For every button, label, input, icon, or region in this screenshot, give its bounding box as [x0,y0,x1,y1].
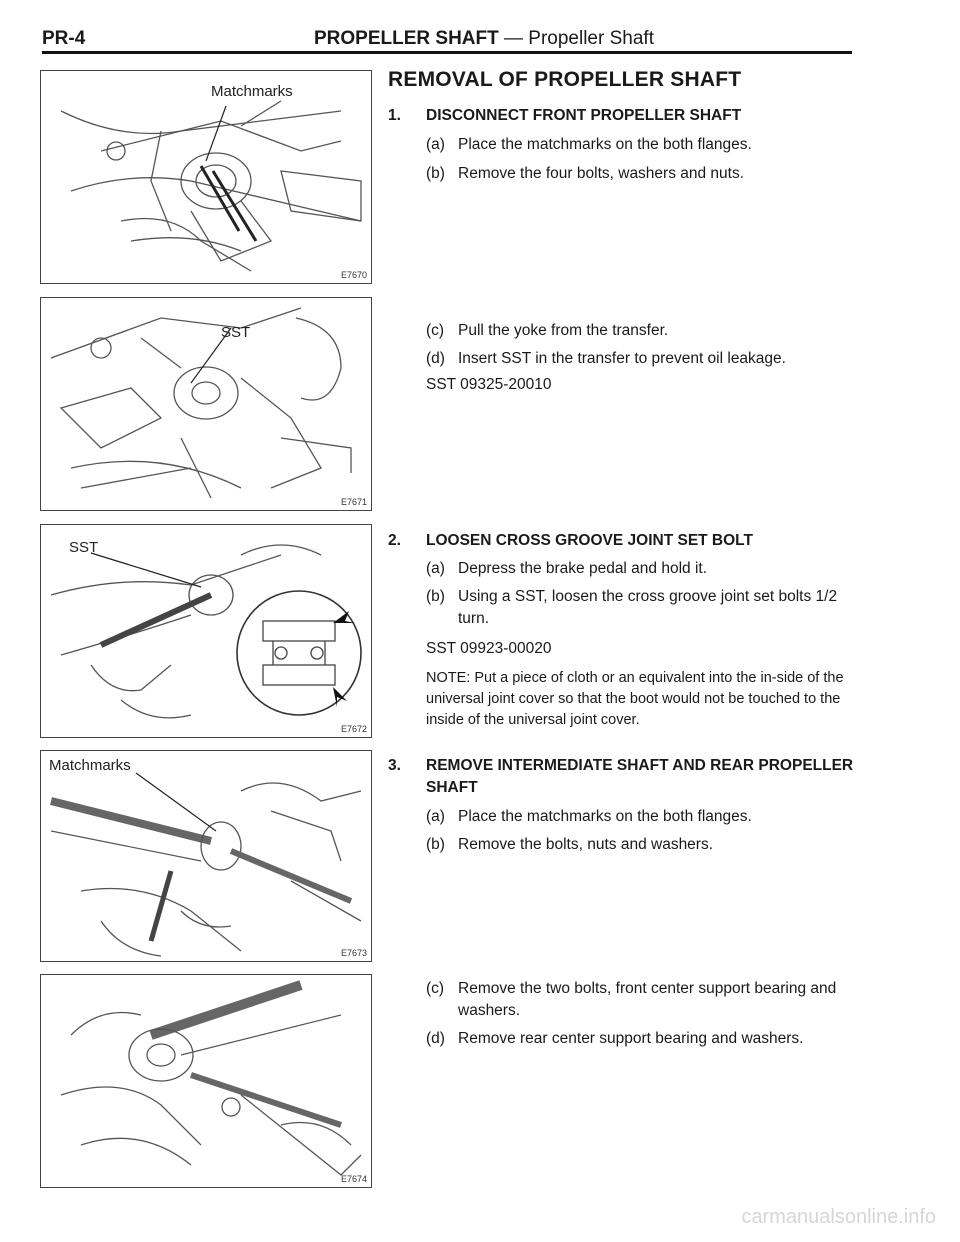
step-1-sub-b-label: (b) [426,165,445,182]
figure-5-illustration [41,975,371,1187]
step-1-sub-c-text: Pull the yoke from the transfer. [458,322,669,339]
step-3-sub-d-label: (d) [426,1030,445,1047]
figure-4-label: Matchmarks [49,757,131,774]
step-2-heading [388,530,858,552]
figure-1-id: E7670 [340,270,367,280]
figure-4 [40,750,372,962]
step-1-heading [388,105,858,127]
step-1-sst: SST 09325-20010 [426,376,552,393]
figure-1-illustration [41,71,371,283]
figure-2 [40,297,372,511]
step-3-sub-b-text: Remove the bolts, nuts and washers. [458,836,714,853]
step-3-sub-b-label: (b) [426,836,445,853]
step-2-sst: SST 09923-00020 [426,640,552,657]
step-2-sub-b [426,586,856,630]
step-3-sub-a [426,806,856,828]
figure-5-id: E7674 [340,1174,367,1184]
step-3-sub-c-label: (c) [426,980,445,997]
step-2-sub-b-label: (b) [426,588,445,605]
step-2-note: NOTE: Put a piece of cloth or an equivalent into the in-side of the universal joint cover so that the boot would not be touched to the inside of the universal joint cover. [426,670,844,728]
step-1-sub-c-label: (c) [426,322,445,339]
step-3-title: REMOVE INTERMEDIATE SHAFT AND REAR PROPELLER SHAFT [426,757,854,796]
step-3-sub-c [426,978,856,1022]
figure-3-label: SST [69,539,99,556]
figure-4-illustration [41,751,371,961]
page-title: REMOVAL OF PROPELLER SHAFT [388,68,742,91]
step-3-sub-a-label: (a) [426,808,445,825]
section-title-rest: — Propeller Shaft [498,28,654,49]
figure-1 [40,70,372,284]
step-1-sub-d-text: Insert SST in the transfer to prevent oil leakage. [458,350,786,367]
step-1-sub-c [426,320,856,342]
figure-1-label: Matchmarks [211,83,293,100]
figure-2-illustration [41,298,371,510]
step-3-sub-a-text: Place the matchmarks on the both flanges. [458,808,752,825]
step-2-sub-a-label: (a) [426,560,445,577]
section-title-bold: PROPELLER SHAFT [314,28,499,49]
step-3-sub-d [426,1028,856,1050]
page-code: PR-4 [42,28,86,49]
figure-3-id: E7672 [340,724,367,734]
step-2-sub-a-text: Depress the brake pedal and hold it. [458,560,708,577]
page-header [42,28,850,52]
figure-4-id: E7673 [340,948,367,958]
figure-5 [40,974,372,1188]
step-1-sub-b [426,163,856,185]
step-3-sub-b [426,834,856,856]
step-2-title: LOOSEN CROSS GROOVE JOINT SET BOLT [426,532,753,549]
step-1-sub-b-text: Remove the four bolts, washers and nuts. [458,165,745,182]
step-2-number: 2. [388,532,401,549]
step-1-number: 1. [388,107,401,124]
figure-2-id: E7671 [340,497,367,507]
step-1-sub-a-label: (a) [426,136,445,153]
step-1-title: DISCONNECT FRONT PROPELLER SHAFT [426,107,742,124]
figure-2-label: SST [221,324,251,341]
step-3-number: 3. [388,757,401,774]
step-1-sub-a-text: Place the matchmarks on the both flanges. [458,136,752,153]
step-3-sub-d-text: Remove rear center support bearing and washers. [458,1030,804,1047]
step-2-sub-b-text: Using a SST, loosen the cross groove joint set bolts 1/2 turn. [458,588,838,627]
step-2-sub-a [426,558,856,580]
figure-3 [40,524,372,738]
step-3-sub-c-text: Remove the two bolts, front center support bearing and washers. [458,980,837,1019]
watermark: carmanualsonline.info [741,1206,936,1228]
step-1-sub-a [426,134,856,156]
step-1-sub-d-label: (d) [426,350,445,367]
step-3-heading [388,755,858,799]
header-rule [42,51,852,54]
section-title [314,28,654,50]
step-1-sub-d [426,348,856,370]
figure-3-illustration [41,525,371,737]
